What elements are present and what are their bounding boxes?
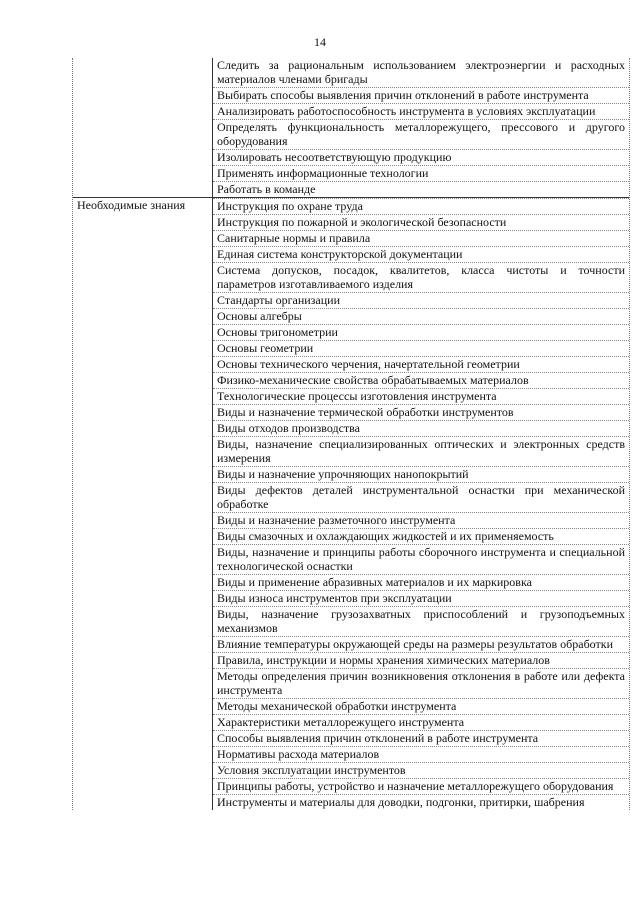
table-row: Виды, назначение и принципы работы сборочного инструмента и специальной технологической оснастки [213, 544, 629, 574]
table-row: Санитарные нормы и правила [213, 230, 629, 246]
competency-table [72, 58, 630, 810]
table-row: Виды и применение абразивных материалов и их маркировка [213, 574, 629, 590]
table-row: Основы технического черчения, начертательной геометрии [213, 356, 629, 372]
table-row: Принципы работы, устройство и назначение металлорежущего оборудования [213, 778, 629, 794]
knowledge-section-label: Необходимые знания [73, 198, 213, 810]
table-row: Виды износа инструментов при эксплуатации [213, 590, 629, 606]
table-row: Инструкция по пожарной и экологической безопасности [213, 214, 629, 230]
table-row: Основы алгебры [213, 308, 629, 324]
table-row: Влияние температуры окружающей среды на размеры результатов обработки [213, 636, 629, 652]
table-row: Основы тригонометрии [213, 324, 629, 340]
page-number: 14 [314, 35, 326, 49]
table-row: Применять информационные технологии [213, 165, 629, 181]
table-row: Инструкция по охране труда [213, 198, 629, 214]
knowledge-section [73, 197, 629, 810]
table-row: Виды, назначение специализированных оптических и электронных средств измерения [213, 436, 629, 466]
skills-section-label [73, 58, 213, 197]
table-row: Правила, инструкции и нормы хранения химических материалов [213, 652, 629, 668]
skills-section [73, 58, 629, 197]
table-row: Виды и назначение разметочного инструмента [213, 512, 629, 528]
table-row: Инструменты и материалы для доводки, подгонки, притирки, шабрения [213, 794, 629, 810]
table-row: Технологические процессы изготовления инструмента [213, 388, 629, 404]
table-row: Виды и назначение упрочняющих нанопокрытий [213, 466, 629, 482]
table-row: Методы механической обработки инструмента [213, 698, 629, 714]
table-row: Физико-механические свойства обрабатываемых материалов [213, 372, 629, 388]
table-row: Стандарты организации [213, 292, 629, 308]
table-row: Изолировать несоответствующую продукцию [213, 149, 629, 165]
table-row: Виды дефектов деталей инструментальной оснастки при механической обработке [213, 482, 629, 512]
knowledge-list [213, 198, 629, 810]
table-row: Нормативы расхода материалов [213, 746, 629, 762]
table-row: Анализировать работоспособность инструмента в условиях эксплуатации [213, 103, 629, 119]
table-row: Виды отходов производства [213, 420, 629, 436]
table-row: Способы выявления причин отклонений в работе инструмента [213, 730, 629, 746]
table-row: Определять функциональность металлорежущего, прессового и другого оборудования [213, 119, 629, 149]
table-row: Выбирать способы выявления причин отклонений в работе инструмента [213, 87, 629, 103]
table-row: Следить за рациональным использованием электроэнергии и расходных материалов членами бригады [217, 58, 625, 86]
table-row: Виды смазочных и охлаждающих жидкостей и их применяемость [213, 528, 629, 544]
table-row: Методы определения причин возникновения отклонения в работе или дефекта инструмента [213, 668, 629, 698]
table-row: Основы геометрии [213, 340, 629, 356]
table-row: Виды и назначение термической обработки инструментов [213, 404, 629, 420]
table-row: Работать в команде [213, 181, 629, 197]
table-row: Единая система конструкторской документации [213, 246, 629, 262]
table-row: Характеристики металлорежущего инструмента [213, 714, 629, 730]
table-row: Условия эксплуатации инструментов [213, 762, 629, 778]
skills-list [213, 58, 629, 197]
table-row: Виды, назначение грузозахватных приспособлений и грузоподъемных механизмов [213, 606, 629, 636]
table-row: Система допусков, посадок, квалитетов, класса чистоты и точности параметров изготавливаемого изделия [213, 262, 629, 292]
